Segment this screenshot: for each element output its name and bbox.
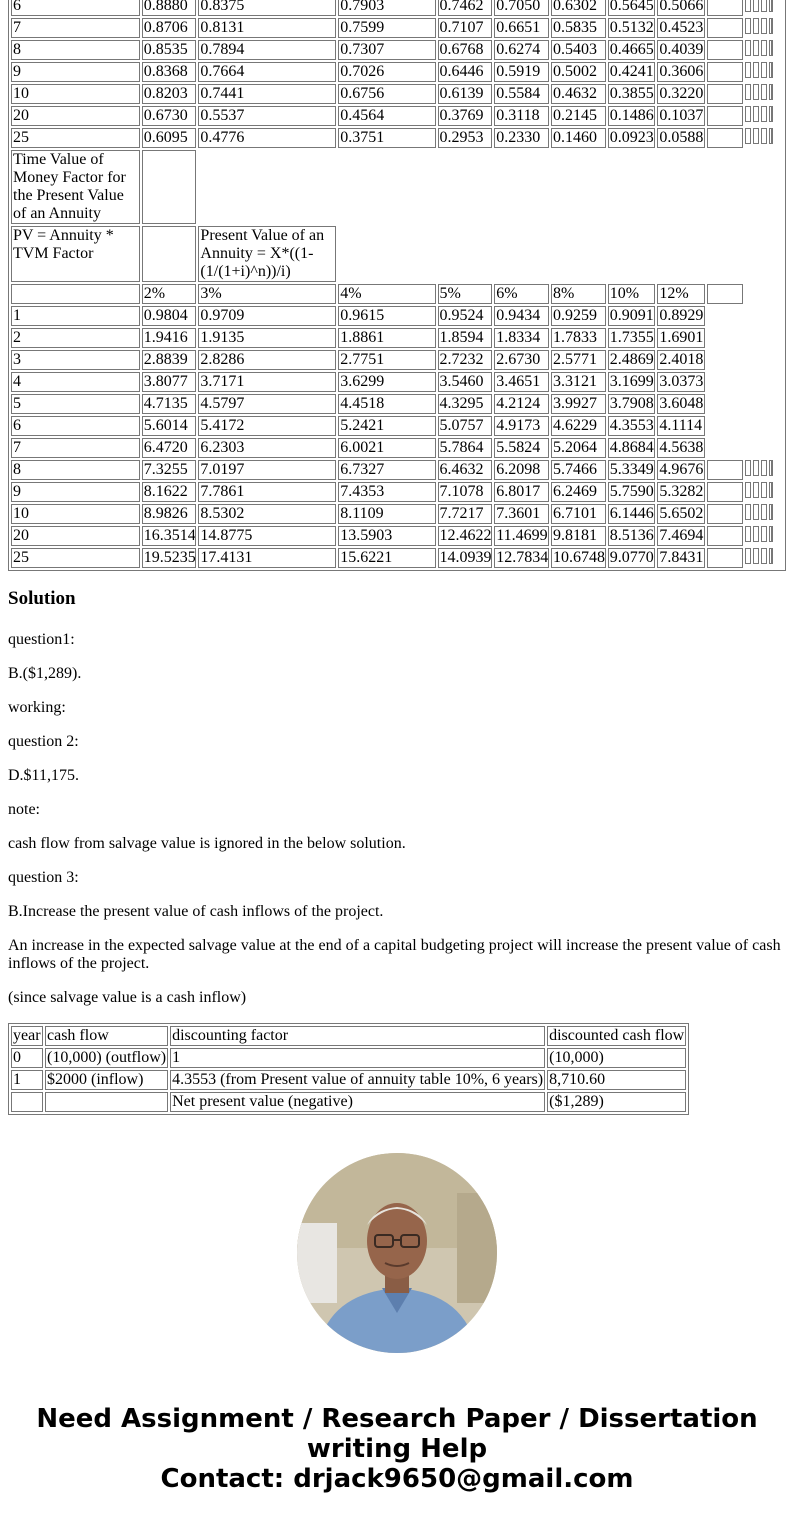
- annuity-table-title: Time Value of Money Factor for the Present Value of an Annuity: [11, 150, 140, 224]
- factor-cell: 0.7903: [338, 0, 435, 16]
- period-cell: 3: [11, 350, 140, 370]
- factor-cell: 3.9927: [551, 394, 606, 414]
- factor-cell: 0.0923: [609, 129, 654, 146]
- factor-cell: 2.8286: [198, 350, 336, 370]
- factor-cell: 2.6730: [494, 350, 549, 370]
- factor-cell: 0.1037: [659, 107, 704, 124]
- factor-cell: 0.5002: [551, 62, 606, 82]
- factor-cell: 5.7864: [438, 438, 493, 458]
- factor-cell: 4.8684: [609, 439, 654, 456]
- pv-table-row: [11, 40, 783, 60]
- annuity-table-row: [11, 438, 783, 458]
- factor-cell: 4.3295: [438, 394, 493, 414]
- factor-cell: 0.4776: [198, 128, 336, 148]
- rate-header-cell: 3%: [198, 284, 336, 304]
- truncated-cells: [745, 40, 783, 56]
- cash-flow-cell: 1: [11, 1070, 43, 1090]
- factor-cell: 0.7462: [438, 0, 493, 16]
- factor-cell: 0.5919: [494, 62, 549, 82]
- factor-cell: 7.7861: [198, 482, 336, 502]
- factor-cell: 4.6229: [551, 416, 606, 436]
- pv-formula: PV = Annuity * TVM Factor: [11, 226, 140, 282]
- annuity-table-row: [11, 394, 783, 414]
- empty-cell: [142, 150, 197, 224]
- factor-cell: 11.4699: [496, 527, 548, 544]
- factor-cell: 0.9709: [198, 306, 336, 326]
- rate-header-cell: 12%: [657, 284, 705, 304]
- rate-header-cell: 6%: [494, 284, 549, 304]
- factor-cell: 16.3514: [143, 527, 196, 544]
- factor-cell: 1.7355: [609, 329, 654, 346]
- truncated-cells: [745, 128, 783, 144]
- annuity-table-row: [11, 504, 783, 524]
- factor-cell: 5.3282: [659, 483, 704, 500]
- period-cell: 5: [11, 394, 140, 414]
- factor-cell: 14.8775: [198, 526, 336, 546]
- factor-cell: 8.1622: [142, 482, 197, 502]
- annuity-table-row: [11, 526, 783, 546]
- factor-cell: 9.0770: [609, 549, 654, 566]
- factor-cell: 2.7751: [338, 350, 435, 370]
- factor-cell: 5.7466: [551, 460, 606, 480]
- pv-table-row: [11, 84, 783, 104]
- factor-cell: 6.2303: [198, 438, 336, 458]
- truncated-cells: [745, 62, 783, 78]
- truncated-cells: [745, 106, 783, 122]
- empty-cell: [707, 416, 783, 436]
- factor-cell: 5.2064: [551, 438, 606, 458]
- factor-cell: 0.7599: [338, 18, 435, 38]
- factor-cell: 0.9434: [494, 306, 549, 326]
- factor-cell: 9.8181: [551, 526, 606, 546]
- factor-cell: 6.2469: [551, 482, 606, 502]
- pv-table-row: [11, 62, 783, 82]
- factor-cell: 6.7101: [551, 504, 606, 524]
- factor-cell: 12.7834: [496, 549, 549, 566]
- annuity-formula-row: [11, 226, 783, 282]
- pv-table-row: [11, 18, 783, 38]
- cash-flow-row: [11, 1070, 686, 1090]
- factor-cell: 0.0588: [659, 129, 704, 146]
- factor-cell: 0.6768: [438, 40, 493, 60]
- factor-cell: 15.6221: [338, 548, 435, 568]
- factor-cell: 0.7107: [438, 18, 493, 38]
- pv-table-row: [11, 0, 783, 16]
- factor-cell: 3.4651: [494, 372, 549, 392]
- factor-cell: 7.8431: [659, 549, 704, 566]
- solution-paragraph: question 2:: [8, 733, 79, 750]
- period-cell: 8: [11, 460, 140, 480]
- annuity-title-row: [11, 150, 783, 224]
- factor-cell: 6.1446: [609, 505, 654, 522]
- factor-cell: 0.1486: [609, 107, 654, 124]
- factor-cell: 12.4622: [439, 527, 492, 544]
- factor-cell: 1.8594: [438, 328, 493, 348]
- factor-cell: 3.1699: [609, 373, 654, 390]
- solution-paragraph: cash flow from salvage value is ignored in the below solution.: [8, 835, 406, 852]
- cash-flow-cell: 4.3553 (from Present value of annuity table 10%, 6 years): [172, 1071, 544, 1088]
- portrait-photo: [297, 1153, 497, 1353]
- truncated-cells: [745, 526, 783, 542]
- factor-cell: 7.4353: [338, 482, 435, 502]
- cash-flow-cell: $2000 (inflow): [45, 1070, 168, 1090]
- annuity-table-row: [11, 306, 783, 326]
- period-cell: 6: [11, 416, 140, 436]
- factor-cell: 1.7833: [551, 328, 606, 348]
- factor-cell: 0.2145: [551, 106, 606, 126]
- empty-cell: [707, 372, 783, 392]
- factor-cell: 0.5132: [609, 19, 654, 36]
- factor-cell: 0.4039: [659, 41, 704, 58]
- factor-cell: 4.5638: [659, 439, 704, 456]
- factor-cell: 1.8861: [338, 328, 435, 348]
- factor-cell: 0.5645: [608, 0, 656, 16]
- cash-flow-header-cell: discounted cash flow: [549, 1027, 685, 1044]
- factor-cell: 5.5824: [494, 438, 549, 458]
- empty-cell: [707, 328, 783, 348]
- factor-cell: 0.7307: [338, 40, 435, 60]
- cash-flow-cell: (10,000) (outflow): [47, 1049, 167, 1066]
- empty-cell: [707, 350, 783, 370]
- truncated-cells: [745, 18, 783, 34]
- period-cell: 10: [11, 84, 140, 104]
- factor-cell: 5.0757: [438, 416, 493, 436]
- cash-flow-row: [11, 1048, 686, 1068]
- factor-cell: 0.8375: [198, 0, 336, 16]
- empty-cell: [707, 548, 743, 568]
- pv-table-row: [11, 128, 783, 148]
- factor-cell: 4.2124: [494, 394, 549, 414]
- factor-cell: 0.7664: [198, 62, 336, 82]
- factor-cell: 5.2421: [338, 416, 435, 436]
- factor-cell: 14.0939: [439, 549, 492, 566]
- factor-cell: 7.3601: [494, 504, 549, 524]
- period-cell: 7: [11, 18, 140, 38]
- rate-header-cell: 2%: [142, 284, 197, 304]
- empty-cell: [707, 62, 743, 82]
- factor-cell: 4.7135: [142, 394, 197, 414]
- factor-cell: 0.9804: [142, 306, 197, 326]
- factor-cell: 8.5136: [609, 527, 654, 544]
- period-cell: 20: [11, 526, 140, 546]
- factor-cell: 4.5797: [198, 394, 336, 414]
- factor-cell: 2.8839: [142, 350, 197, 370]
- cash-flow-cell: 8,710.60: [547, 1070, 686, 1090]
- rate-header-cell: [11, 284, 140, 304]
- cash-flow-header-cell: discounting factor: [170, 1026, 545, 1046]
- factor-cell: 0.2953: [438, 128, 493, 148]
- factor-cell: 2.4869: [609, 351, 654, 368]
- truncated-cells: [745, 84, 783, 100]
- solution-paragraph: B.($1,289).: [8, 665, 82, 682]
- factor-cell: 7.4694: [659, 527, 704, 544]
- factor-cell: 0.3769: [438, 106, 493, 126]
- help-banner: [0, 1404, 794, 1494]
- empty-cell: [707, 438, 783, 458]
- factor-cell: 8.9826: [142, 504, 197, 524]
- tvm-factor-table: [8, 0, 786, 571]
- empty-cell: [707, 18, 743, 38]
- factor-cell: 0.8706: [142, 18, 197, 38]
- factor-cell: 3.7171: [198, 372, 336, 392]
- factor-cell: 6.7327: [338, 460, 435, 480]
- factor-cell: 4.9676: [659, 461, 704, 478]
- period-cell: 8: [11, 40, 140, 60]
- factor-cell: 0.6756: [338, 84, 435, 104]
- factor-cell: 0.4523: [659, 19, 704, 36]
- factor-cell: 0.7026: [338, 62, 435, 82]
- factor-cell: 3.8077: [142, 372, 197, 392]
- rate-header-cell: 5%: [438, 284, 493, 304]
- annuity-formula: Present Value of an Annuity = X*((1-(1/(1+i)^n))/i): [198, 226, 336, 282]
- author-avatar: [297, 1153, 497, 1353]
- period-cell: 2: [11, 328, 140, 348]
- solution-paragraph: D.$11,175.: [8, 767, 79, 784]
- factor-cell: 6.4720: [142, 438, 197, 458]
- factor-cell: 0.1460: [551, 128, 606, 148]
- solution-paragraph: (since salvage value is a cash inflow): [8, 989, 247, 1006]
- solution-paragraph: note:: [8, 801, 40, 818]
- period-cell: 25: [11, 548, 140, 568]
- factor-cell: 3.7908: [609, 395, 654, 412]
- empty-cell: [707, 482, 743, 502]
- factor-cell: 6.2098: [494, 460, 549, 480]
- factor-cell: 1.9135: [198, 328, 336, 348]
- cash-flow-cell: 0: [11, 1048, 43, 1068]
- factor-cell: 0.5066: [657, 0, 705, 16]
- factor-cell: 1.9416: [142, 328, 197, 348]
- factor-cell: 0.8535: [142, 40, 197, 60]
- factor-cell: 0.3118: [494, 106, 549, 126]
- factor-cell: 0.9524: [438, 306, 493, 326]
- empty-cell: [707, 84, 743, 104]
- factor-cell: 0.9091: [609, 307, 654, 324]
- factor-cell: 5.4172: [198, 416, 336, 436]
- factor-cell: 0.3855: [609, 85, 654, 102]
- factor-cell: 0.6274: [494, 40, 549, 60]
- factor-cell: 0.8368: [142, 62, 197, 82]
- factor-cell: 6.0021: [338, 438, 435, 458]
- factor-cell: 19.5235: [143, 549, 196, 566]
- empty-cell: [707, 460, 743, 480]
- factor-cell: 5.3349: [609, 461, 654, 478]
- factor-cell: 0.6651: [494, 18, 549, 38]
- factor-cell: 4.1114: [657, 416, 705, 436]
- factor-cell: 0.8131: [198, 18, 336, 38]
- factor-cell: 10.6748: [552, 549, 605, 566]
- truncated-cells: [745, 504, 783, 520]
- empty-cell: [707, 526, 743, 546]
- annuity-table-row: [11, 350, 783, 370]
- cash-flow-cell: 1: [170, 1048, 545, 1068]
- empty-cell: [745, 284, 783, 304]
- empty-cell: [707, 40, 743, 60]
- factor-cell: 0.4632: [551, 84, 606, 104]
- period-cell: 6: [11, 0, 140, 16]
- annuity-table-row: [11, 328, 783, 348]
- solution-heading: Solution: [8, 588, 76, 609]
- factor-cell: 4.9173: [494, 416, 549, 436]
- empty-cell: [707, 504, 743, 524]
- period-cell: 9: [11, 62, 140, 82]
- period-cell: 25: [11, 128, 140, 148]
- factor-cell: 0.6730: [142, 106, 197, 126]
- banner-line-1: Need Assignment / Research Paper / Dissertation writing Help: [36, 1404, 758, 1464]
- cash-flow-header-row: [11, 1026, 686, 1046]
- factor-cell: 6.4632: [438, 460, 493, 480]
- factor-cell: 0.5537: [198, 106, 336, 126]
- rate-header-cell: 10%: [608, 284, 656, 304]
- solution-paragraph: working:: [8, 699, 66, 716]
- factor-cell: 1.6901: [659, 329, 704, 346]
- annuity-table-row: [11, 460, 783, 480]
- factor-cell: 0.7441: [198, 84, 336, 104]
- cash-flow-cell: Net present value (negative): [170, 1092, 545, 1112]
- empty-cell: [707, 106, 743, 126]
- period-cell: 4: [11, 372, 140, 392]
- annuity-table-row: [11, 416, 783, 436]
- cash-flow-header-cell: cash flow: [45, 1026, 168, 1046]
- cash-flow-cell: [11, 1092, 43, 1112]
- truncated-cells: [745, 0, 783, 12]
- truncated-cells: [745, 548, 783, 564]
- empty-cell: [707, 306, 783, 326]
- factor-cell: 0.5835: [551, 18, 606, 38]
- annuity-table-row: [11, 372, 783, 392]
- factor-cell: 0.4665: [609, 41, 654, 58]
- truncated-cells: [745, 482, 783, 498]
- solution-paragraph: An increase in the expected salvage value at the end of a capital budgeting project will increase the present value of cash inflows of the project.: [8, 937, 781, 972]
- truncated-cells: [745, 460, 783, 476]
- cash-flow-header-cell: year: [11, 1026, 43, 1046]
- solution-paragraph: B.Increase the present value of cash inflows of the project.: [8, 903, 384, 920]
- cash-flow-cell: ($1,289): [547, 1092, 686, 1112]
- factor-cell: 3.6299: [338, 372, 435, 392]
- cash-flow-row: [11, 1092, 686, 1112]
- factor-cell: 3.0373: [659, 373, 704, 390]
- period-cell: 9: [11, 482, 140, 502]
- factor-cell: 0.2330: [494, 128, 549, 148]
- rate-header-row: [11, 284, 783, 304]
- factor-cell: 0.9259: [551, 306, 606, 326]
- factor-cell: 0.5403: [551, 40, 606, 60]
- factor-cell: 3.3121: [551, 372, 606, 392]
- factor-cell: 0.7894: [198, 40, 336, 60]
- period-cell: 10: [11, 504, 140, 524]
- factor-cell: 0.5584: [494, 84, 549, 104]
- cash-flow-cell: (10,000): [547, 1048, 686, 1068]
- factor-cell: 0.6095: [142, 128, 197, 148]
- factor-cell: 8.5302: [198, 504, 336, 524]
- empty-cell: [707, 128, 743, 148]
- banner-contact[interactable]: Contact: drjack9650@gmail.com: [160, 1464, 634, 1494]
- factor-cell: 1.8334: [494, 328, 549, 348]
- factor-cell: 6.8017: [494, 482, 549, 502]
- factor-cell: 0.9615: [338, 306, 435, 326]
- factor-cell: 7.3255: [142, 460, 197, 480]
- cash-flow-cell: [45, 1092, 168, 1112]
- period-cell: 20: [11, 106, 140, 126]
- empty-cell: [142, 226, 197, 282]
- empty-cell: [707, 0, 743, 16]
- factor-cell: 4.4518: [338, 394, 435, 414]
- factor-cell: 5.7590: [609, 483, 654, 500]
- empty-cell: [707, 284, 743, 304]
- factor-cell: 0.4564: [338, 106, 435, 126]
- period-cell: 1: [11, 306, 140, 326]
- factor-cell: 5.6502: [659, 505, 704, 522]
- factor-cell: 2.4018: [659, 351, 704, 368]
- annuity-table-row: [11, 482, 783, 502]
- factor-cell: 4.3553: [609, 417, 654, 434]
- factor-cell: 0.6302: [551, 0, 606, 16]
- factor-cell: 0.3751: [338, 128, 435, 148]
- factor-cell: 0.6446: [438, 62, 493, 82]
- factor-cell: 7.0197: [198, 460, 336, 480]
- factor-cell: 0.3220: [659, 85, 704, 102]
- factor-cell: 7.1078: [438, 482, 493, 502]
- period-cell: 7: [11, 438, 140, 458]
- solution-paragraph: question 3:: [8, 869, 79, 886]
- factor-cell: 0.8203: [142, 84, 197, 104]
- factor-cell: 5.6014: [142, 416, 197, 436]
- factor-cell: 13.5903: [338, 526, 435, 546]
- factor-cell: 17.4131: [198, 548, 336, 568]
- pv-table-row: [11, 106, 783, 126]
- empty-cell: [707, 394, 783, 414]
- rate-header-cell: 8%: [551, 284, 606, 304]
- factor-cell: 0.3606: [659, 63, 704, 80]
- factor-cell: 3.6048: [659, 395, 704, 412]
- factor-cell: 7.7217: [438, 504, 493, 524]
- factor-cell: 0.8929: [659, 307, 704, 324]
- factor-cell: 0.4241: [609, 63, 654, 80]
- annuity-table-row: [11, 548, 783, 568]
- factor-cell: 0.6139: [438, 84, 493, 104]
- factor-cell: 2.5771: [551, 350, 606, 370]
- solution-paragraph: question1:: [8, 631, 75, 648]
- factor-cell: 2.7232: [438, 350, 493, 370]
- cash-flow-table: [8, 1023, 689, 1115]
- factor-cell: 3.5460: [438, 372, 493, 392]
- factor-cell: 0.8880: [142, 0, 197, 16]
- rate-header-cell: 4%: [338, 284, 435, 304]
- factor-cell: 8.1109: [338, 504, 435, 524]
- factor-cell: 0.7050: [494, 0, 549, 16]
